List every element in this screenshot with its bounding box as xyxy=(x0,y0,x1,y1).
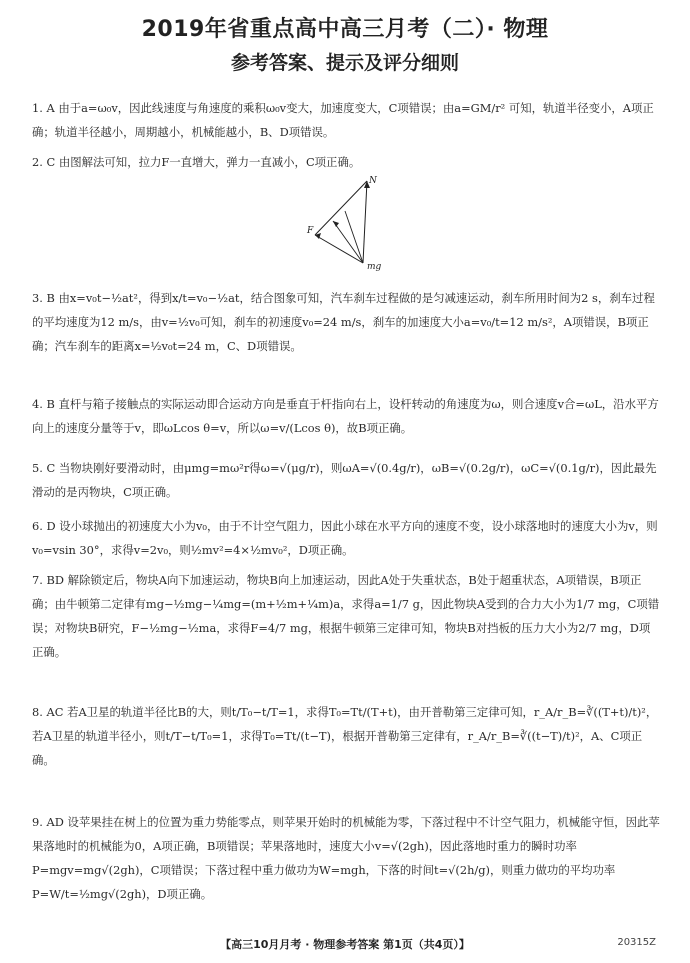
answer-7 xyxy=(32,568,660,664)
f-vector-line-2 xyxy=(333,221,363,263)
answer-3 xyxy=(32,286,660,358)
answer-1 xyxy=(32,96,660,144)
answer-number: 5. C xyxy=(32,461,56,475)
answer-number: 1. A xyxy=(32,101,55,115)
answer-2 xyxy=(32,150,660,174)
answer-text: 直杆与箱子接触点的实际运动即合运动方向是垂直于杆指向右上，设杆转动的角速度为ω，则合速度v合=ωL，沿水平方向上的速度分量等于v，即ωLcos θ=v，所以ω=v/(Lcos θ)，故B项正确。 xyxy=(32,397,659,435)
answer-text: 若A卫星的轨道半径比B的大，则t/T₀−t/T=1，求得T₀=Tt/(T+t)，由开普勒第三定律可知，r_A/r_B=∛((T+t)/t)²，若A卫星的轨道半径小，则t/T−t/T₀=1，求得T₀=Tt/(t−T)，根据开普勒第三定律有，r_A/r_B=∛((t−T)/t)²，A、C项正确。 xyxy=(32,705,658,767)
label-mg: mg xyxy=(367,262,382,272)
label-n: N xyxy=(369,176,377,186)
answer-4 xyxy=(32,392,660,440)
answer-5 xyxy=(32,456,660,504)
arrow-head-icon xyxy=(333,221,339,227)
mg-vector-line xyxy=(363,181,367,263)
answer-text: 由x=v₀t−½at²，得到x/t=v₀−½at，结合图象可知，汽车刹车过程做的是匀减速运动，刹车所用时间为2 s，刹车过程的平均速度为12 m/s，由v=½v₀可知，刹车的初速度v₀=24 m/s，刹车的加速度大小a=v₀/t=12 m/s²，A项错误，B项正确；汽车刹车的距离x=½v₀t=24 m，C、D项错误。 xyxy=(32,291,655,353)
answer-9 xyxy=(32,810,660,906)
answer-number: 4. B xyxy=(32,397,55,411)
answer-number: 6. D xyxy=(32,519,56,533)
answer-number: 7. BD xyxy=(32,573,64,587)
answer-number: 3. B xyxy=(32,291,55,305)
answer-text: 由于a=ω₀v，因此线速度与角速度的乘积ω₀v变大，加速度变大，C项错误；由a=GM/r² 可知，轨道半径变小，A项正确；轨道半径越小，周期越小，机械能越小，B、D项错误。 xyxy=(32,101,654,139)
answer-number: 2. C xyxy=(32,155,56,169)
answer-6 xyxy=(32,514,660,562)
answer-8 xyxy=(32,700,660,772)
page-footer: 【高三10月月考 · 物理参考答案 第1页（共4页）】 xyxy=(220,938,470,951)
force-diagram xyxy=(305,173,395,273)
n-direction-line xyxy=(315,181,367,235)
document-code: 20315Z xyxy=(617,937,656,948)
answer-text: 解除锁定后，物块A向下加速运动，物块B向上加速运动，因此A处于失重状态，B处于超重状态，A项错误，B项正确；由牛顿第二定律有mg−½mg−¼mg=(m+½m+¼m)a，求得a=1/7 g，因此物块A受到的合力大小为1/7 mg，C项错误；对物块B研究，F−½mg−½ma，求得F=4/7 mg，根据牛顿第三定律可知，物块B对挡板的压力大小为2/7 mg，D项正确。 xyxy=(32,573,660,659)
answer-number: 8. AC xyxy=(32,705,64,719)
answer-text: 设苹果挂在树上的位置为重力势能零点，则苹果开始时的机械能为零，下落过程中不计空气阻力，机械能守恒，因此苹果落地时的机械能为0，A项正确，B项错误；苹果落地时，速度大小v=√(2gh)，因此落地时重力的瞬时功率P=mgv=mg√(2gh)，C项错误；下落过程中重力做功为W=mgh，下落的时间t=√(2h/g)，则重力做功的平均功率P=W/t=½mg√(2gh)，D项正确。 xyxy=(32,815,660,901)
answer-text: 当物块刚好要滑动时，由μmg=mω²r得ω=√(μg/r)，则ωA=√(0.4g/r)，ωB=√(0.2g/r)，ωC=√(0.1g/r)，因此最先滑动的是丙物块，C项正确。 xyxy=(32,461,657,499)
answer-text: 设小球抛出的初速度大小为v₀，由于不计空气阻力，因此小球在水平方向的速度不变，设小球落地时的速度大小为v，则v₀=vsin 30°，求得v=2v₀，则½mv²=4×½mv₀²，D项正确。 xyxy=(32,519,658,557)
page-subtitle: 参考答案、提示及评分细则 xyxy=(230,52,459,74)
page-title: 2019年省重点高中高三月考（二）· 物理 xyxy=(141,17,549,42)
answer-number: 9. AD xyxy=(32,815,64,829)
answer-text: 由图解法可知，拉力F一直增大，弹力一直减小，C项正确。 xyxy=(58,155,361,169)
f-vector-line xyxy=(315,235,363,263)
f-vector-line-3 xyxy=(345,211,363,263)
label-f: F xyxy=(307,226,314,236)
